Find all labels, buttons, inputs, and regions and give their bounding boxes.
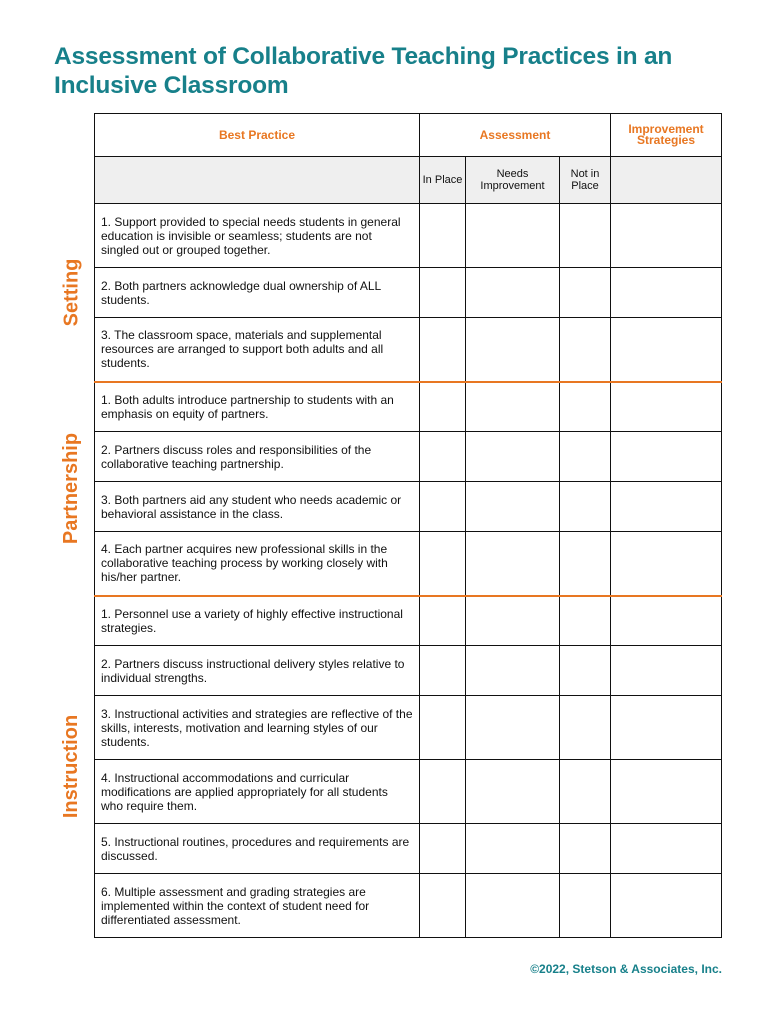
needs-improvement-cell[interactable] <box>466 318 560 382</box>
table-row <box>95 532 722 596</box>
table-row <box>95 432 722 482</box>
not-in-place-cell[interactable] <box>560 318 611 382</box>
header-row <box>95 114 722 157</box>
needs-improvement-cell[interactable] <box>466 268 560 318</box>
strategies-cell[interactable] <box>611 432 722 482</box>
practice-text: 4. Each partner acquires new professional skills in the collaborative teaching process by working closely with his/her partner. <box>95 532 420 596</box>
table-row <box>95 760 722 824</box>
practice-text: 2. Partners discuss instructional delivery styles relative to individual strengths. <box>95 646 420 696</box>
table-row <box>95 204 722 268</box>
not-in-place-cell[interactable] <box>560 204 611 268</box>
in-place-cell[interactable] <box>420 532 466 596</box>
practice-text: 2. Partners discuss roles and responsibilities of the collaborative teaching partnership. <box>95 432 420 482</box>
copyright: ©2022, Stetson & Associates, Inc. <box>530 962 722 976</box>
practice-text: 1. Both adults introduce partnership to students with an emphasis on equity of partners. <box>95 382 420 432</box>
needs-improvement-cell[interactable] <box>466 204 560 268</box>
strategies-cell[interactable] <box>611 696 722 760</box>
not-in-place-cell[interactable] <box>560 382 611 432</box>
strategies-cell[interactable] <box>611 824 722 874</box>
needs-improvement-cell[interactable] <box>466 824 560 874</box>
in-place-cell[interactable] <box>420 482 466 532</box>
table-row <box>95 696 722 760</box>
practice-text: 1. Personnel use a variety of highly effective instructional strategies. <box>95 596 420 646</box>
in-place-cell[interactable] <box>420 268 466 318</box>
section-label-text: Instruction <box>60 714 83 818</box>
table-row <box>95 596 722 646</box>
section-label-text: Setting <box>60 258 83 326</box>
in-place-cell[interactable] <box>420 382 466 432</box>
in-place-cell[interactable] <box>420 596 466 646</box>
subheader-in-place: In Place <box>420 157 466 204</box>
in-place-cell[interactable] <box>420 432 466 482</box>
practice-text: 6. Multiple assessment and grading strategies are implemented within the context of student need for differentiated assessment. <box>95 874 420 938</box>
not-in-place-cell[interactable] <box>560 432 611 482</box>
table-row <box>95 482 722 532</box>
needs-improvement-cell[interactable] <box>466 696 560 760</box>
in-place-cell[interactable] <box>420 646 466 696</box>
strategies-cell[interactable] <box>611 318 722 382</box>
in-place-cell[interactable] <box>420 824 466 874</box>
strategies-cell[interactable] <box>611 646 722 696</box>
not-in-place-cell[interactable] <box>560 596 611 646</box>
not-in-place-cell[interactable] <box>560 760 611 824</box>
in-place-cell[interactable] <box>420 318 466 382</box>
practice-text: 3. Both partners aid any student who needs academic or behavioral assistance in the class. <box>95 482 420 532</box>
needs-improvement-cell[interactable] <box>466 646 560 696</box>
practice-text: 5. Instructional routines, procedures and requirements are discussed. <box>95 824 420 874</box>
header-best-practice: Best Practice <box>95 114 420 157</box>
page-title: Assessment of Collaborative Teaching Practices in an Inclusive Classroom <box>54 43 673 99</box>
header-assessment: Assessment <box>420 114 611 157</box>
table-row <box>95 268 722 318</box>
table-row <box>95 646 722 696</box>
strategies-cell[interactable] <box>611 596 722 646</box>
needs-improvement-cell[interactable] <box>466 482 560 532</box>
strategies-cell[interactable] <box>611 874 722 938</box>
needs-improvement-cell[interactable] <box>466 432 560 482</box>
table-row <box>95 318 722 382</box>
in-place-cell[interactable] <box>420 696 466 760</box>
needs-improvement-cell[interactable] <box>466 874 560 938</box>
not-in-place-cell[interactable] <box>560 482 611 532</box>
needs-improvement-cell[interactable] <box>466 596 560 646</box>
strategies-cell[interactable] <box>611 760 722 824</box>
practice-text: 1. Support provided to special needs students in general education is invisible or seamless; students are not singled out or grouped together. <box>95 204 420 268</box>
needs-improvement-cell[interactable] <box>466 760 560 824</box>
subheader-row <box>95 157 722 204</box>
assessment-table <box>94 113 722 938</box>
strategies-cell[interactable] <box>611 268 722 318</box>
practice-text: 3. Instructional activities and strategies are reflective of the skills, interests, motivation and learning styles of our students. <box>95 696 420 760</box>
strategies-cell[interactable] <box>611 204 722 268</box>
not-in-place-cell[interactable] <box>560 824 611 874</box>
not-in-place-cell[interactable] <box>560 696 611 760</box>
not-in-place-cell[interactable] <box>560 268 611 318</box>
practice-text: 4. Instructional accommodations and curricular modifications are applied appropriately for all students who require them. <box>95 760 420 824</box>
section-label-instruction <box>52 595 92 937</box>
strategies-cell[interactable] <box>611 532 722 596</box>
header-improvement-strategies: Improvement Strategies <box>611 114 722 157</box>
needs-improvement-cell[interactable] <box>466 382 560 432</box>
in-place-cell[interactable] <box>420 874 466 938</box>
in-place-cell[interactable] <box>420 760 466 824</box>
not-in-place-cell[interactable] <box>560 874 611 938</box>
in-place-cell[interactable] <box>420 204 466 268</box>
strategies-cell[interactable] <box>611 482 722 532</box>
strategies-cell[interactable] <box>611 382 722 432</box>
table-row <box>95 824 722 874</box>
subheader-needs-improvement: Needs Improvement <box>466 157 560 204</box>
section-label-partnership <box>52 381 92 595</box>
not-in-place-cell[interactable] <box>560 532 611 596</box>
table-row <box>95 874 722 938</box>
section-label-text: Partnership <box>60 432 83 544</box>
section-label-setting <box>52 203 92 381</box>
subheader-not-in-place: Not in Place <box>560 157 611 204</box>
subheader-strategies-blank <box>611 157 722 204</box>
not-in-place-cell[interactable] <box>560 646 611 696</box>
practice-text: 3. The classroom space, materials and supplemental resources are arranged to support both adults and all students. <box>95 318 420 382</box>
subheader-blank <box>95 157 420 204</box>
needs-improvement-cell[interactable] <box>466 532 560 596</box>
table-row <box>95 382 722 432</box>
practice-text: 2. Both partners acknowledge dual ownership of ALL students. <box>95 268 420 318</box>
